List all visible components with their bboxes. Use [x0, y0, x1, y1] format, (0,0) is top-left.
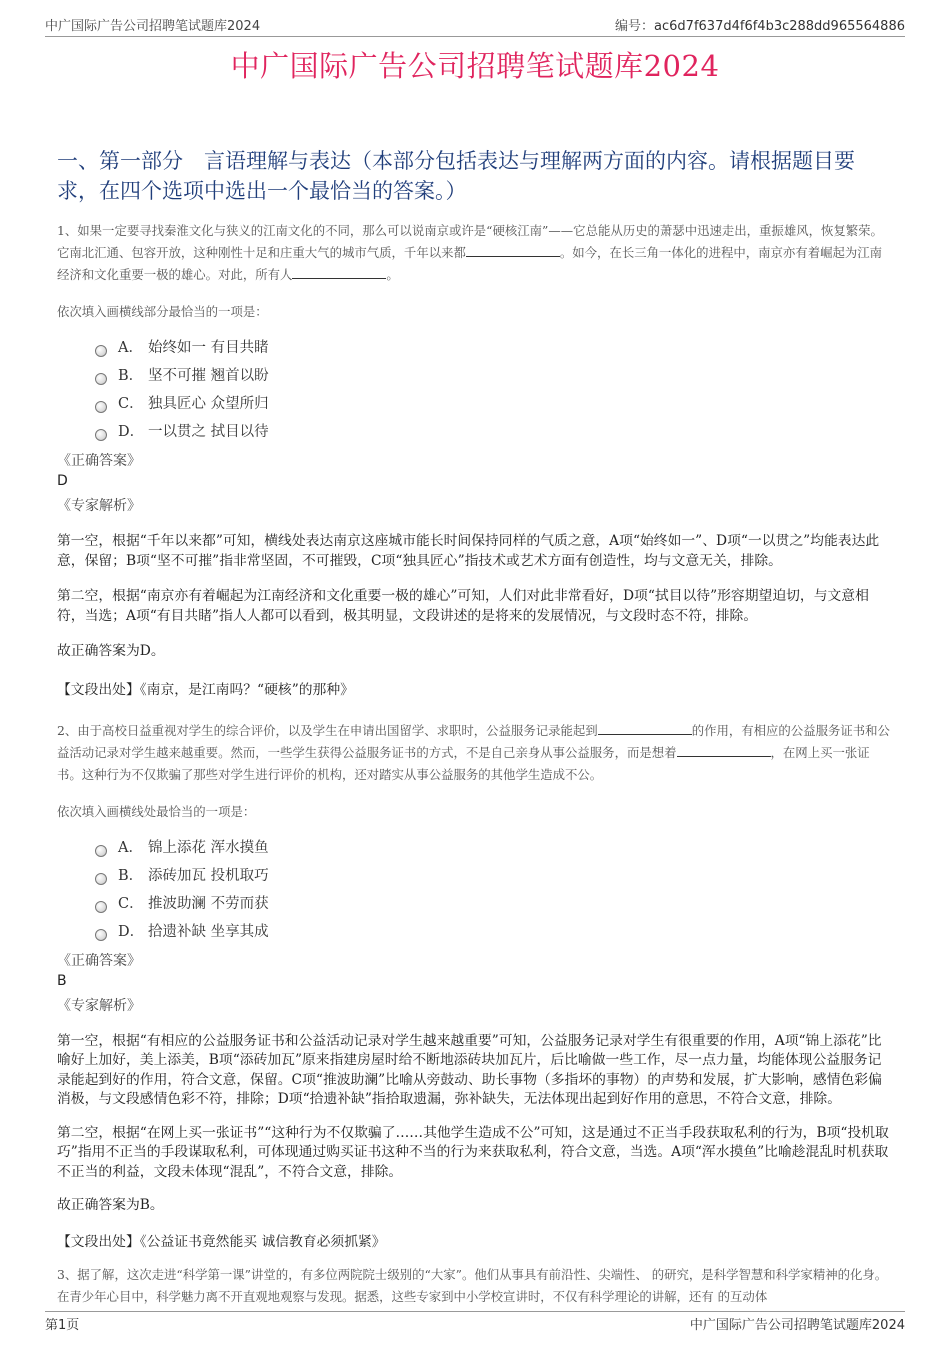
fill-blank [466, 243, 560, 257]
answer-label: 《正确答案》 [57, 952, 141, 969]
question-2 [57, 720, 893, 1250]
question-2-text-part2: 的作用，有相应的公益服务证书和公益活动记录对学生越来越重要。然而，一些学生获得公益服务证书的方式，不是自己亲身从事公益服务，而是想着 [57, 722, 890, 760]
option-text: 添砖加瓦 投机取巧 [148, 867, 269, 884]
radio-icon[interactable] [95, 345, 107, 357]
document-body [57, 146, 893, 1308]
analysis-paragraph: 第一空，根据“有相应的公益服务证书和公益活动记录对学生越来越重要”可知，公益服务记录对学生有很重要的作用，A项“锦上添花”比喻好上加好，美上添美，B项“添砖加瓦”原来指建房屋时给不断地添砖块加瓦片，后比喻做一些工作，尽一点力量，均能体现公益服务记录能起到好的作用，符合文意，保留。C项“推波助澜”比喻从旁鼓动、助长事物（多指坏的事物）的声势和发展，扩大影响，感情色彩偏消极，与文段感情色彩不符，排除；D项“拾遗补缺”指拾取遗漏，弥补缺失，无法体现出起到好作用的意思，不符合文意，排除。 [57, 1032, 882, 1107]
question-1-text-part3: 。 [386, 267, 399, 282]
option-c[interactable] [95, 390, 893, 418]
option-letter: C． [118, 895, 144, 912]
analysis-label: 《专家解析》 [57, 498, 141, 514]
footer-page-number: 第1页 [45, 1318, 80, 1333]
question-3-stem: 3、据了解，这次走进“科学第一课”讲堂的，有多位两院院士级别的“大家”。他们从事具有前沿性、尖端性、 的研究，是科学智慧和科学家精神的化身。在青少年心目中，科学魅力离不开直观地观察与发现。据悉，这些专家到中小学校宣讲时，不仅有科学理论的讲解，还有 的互动体 [57, 1266, 888, 1304]
option-letter: D． [118, 424, 145, 440]
option-a[interactable] [95, 834, 893, 862]
option-text: 始终如一 有目共睹 [148, 340, 269, 356]
question-3 [57, 1264, 893, 1308]
fill-blank [292, 265, 386, 279]
option-letter: A． [118, 340, 143, 356]
option-text: 拾遗补缺 坐享其成 [148, 923, 269, 940]
option-letter: B． [118, 867, 144, 884]
radio-icon[interactable] [95, 429, 107, 441]
option-text: 锦上添花 浑水摸鱼 [148, 839, 269, 856]
question-1 [57, 220, 893, 698]
option-text: 推波助澜 不劳而获 [148, 895, 269, 912]
fill-blank [677, 743, 771, 757]
page-header [0, 0, 950, 38]
option-letter: B． [118, 368, 144, 384]
option-letter: A． [118, 839, 143, 856]
radio-icon[interactable] [95, 873, 107, 885]
question-2-text-part1: 2、由于高校日益重视对学生的综合评价，以及学生在申请出国留学、求职时，公益服务记录能起到 [57, 722, 598, 738]
question-2-stem [57, 720, 893, 786]
option-d[interactable] [95, 918, 893, 946]
analysis-paragraph: 第二空，根据“在网上买一张证书”“这种行为不仅欺骗了……其他学生造成不公”可知，这是通过不正当手段获取私利的行为，B项“投机取巧”指用不正当的手段谋取私利，可体现通过购买证书这种不当的行为来获取私利，符合文意，当选。A项“浑水摸鱼”比喻趁混乱时机获取不正当的利益，文段未体现“混乱”，不符合文意，排除。 [57, 1124, 889, 1180]
radio-icon[interactable] [95, 373, 107, 385]
question-1-stem [57, 220, 893, 286]
analysis-conclusion: 故正确答案为B。 [57, 1197, 164, 1213]
option-d[interactable] [95, 418, 893, 446]
footer-doc-title: 中广国际广告公司招聘笔试题库2024 [689, 1318, 905, 1333]
option-letter: C． [118, 396, 144, 412]
question-1-text-part2: 。如今，在长三角一体化的进程中，南京亦有着崛起为江南经济和文化重要一极的雄心。对此，所有人 [57, 245, 883, 282]
option-text: 一以贯之 拭目以待 [148, 424, 269, 440]
answer-value: B [57, 972, 67, 989]
section-heading: 一、第一部分 言语理解与表达（本部分包括表达与理解两方面的内容。请根据题目要求，在四个选项中选出一个最恰当的答案。） [57, 149, 855, 203]
question-2-text-part3: ，在网上买一张证书。这种行为不仅欺骗了那些对学生进行评价的机构，还对踏实从事公益服务的其他学生造成不公。 [57, 744, 870, 782]
question-1-instruction: 依次填入画横线部分最恰当的一项是： [57, 304, 268, 319]
header-doc-title: 中广国际广告公司招聘笔试题库2024 [45, 19, 261, 34]
option-letter: D． [118, 923, 145, 940]
radio-icon[interactable] [95, 929, 107, 941]
question-1-text-part1: 1、如果一定要寻找秦淮文化与狭义的江南文化的不同，那么可以说南京或许是“硬核江南”——它总能从历史的萧瑟中迅速走出，重振雄风，恢复繁荣。它南北汇通、包容开放，这种刚性十足和庄重大气的城市气质，千年以来都 [57, 223, 883, 260]
header-code-value: ac6d7f637d4f6f4b3c288dd965564886 [654, 19, 905, 34]
answer-value: D [57, 473, 68, 489]
fill-blank [598, 721, 692, 735]
header-doc-code [615, 15, 905, 34]
question-1-options [95, 334, 893, 446]
source-citation: 【文段出处】《公益证书竟然能买 诚信教育必须抓紧》 [57, 1233, 386, 1250]
option-a[interactable] [95, 334, 893, 362]
option-b[interactable] [95, 362, 893, 390]
radio-icon[interactable] [95, 901, 107, 913]
source-citation: 【文段出处】《南京，是江南吗？“硬核”的那种》 [57, 681, 354, 698]
answer-label: 《正确答案》 [57, 453, 141, 469]
option-c[interactable] [95, 890, 893, 918]
option-text: 独具匠心 众望所归 [148, 396, 269, 412]
radio-icon[interactable] [95, 401, 107, 413]
analysis-paragraph: 第二空，根据“南京亦有着崛起为江南经济和文化重要一极的雄心”可知，人们对此非常看好，D项“拭目以待”形容期望迫切，与文意相符，当选；A项“有目共睹”指人人都可以看到，极其明显，文段讲述的是将来的发展情况，与文段时态不符，排除。 [57, 588, 869, 624]
question-2-instruction: 依次填入画横线处最恰当的一项是： [57, 803, 256, 819]
option-b[interactable] [95, 862, 893, 890]
analysis-label: 《专家解析》 [57, 997, 141, 1014]
header-code-label: 编号： [615, 19, 655, 34]
analysis-paragraph: 第一空，根据“千年以来都”可知，横线处表达南京这座城市能长时间保持同样的气质之意，A项“始终如一”、D项“一以贯之”均能表达此意，保留；B项“坚不可摧”指非常坚固，不可摧毁，C项“独具匠心”指技术或艺术方面有创造性，均与文意无关，排除。 [57, 533, 880, 569]
question-2-options [95, 834, 893, 946]
analysis-conclusion: 故正确答案为D。 [57, 643, 165, 659]
option-text: 坚不可摧 翘首以盼 [148, 368, 269, 384]
radio-icon[interactable] [95, 845, 107, 857]
page-title: 中广国际广告公司招聘笔试题库2024 [230, 49, 720, 83]
footer-divider [45, 1311, 905, 1312]
header-divider [45, 36, 905, 37]
